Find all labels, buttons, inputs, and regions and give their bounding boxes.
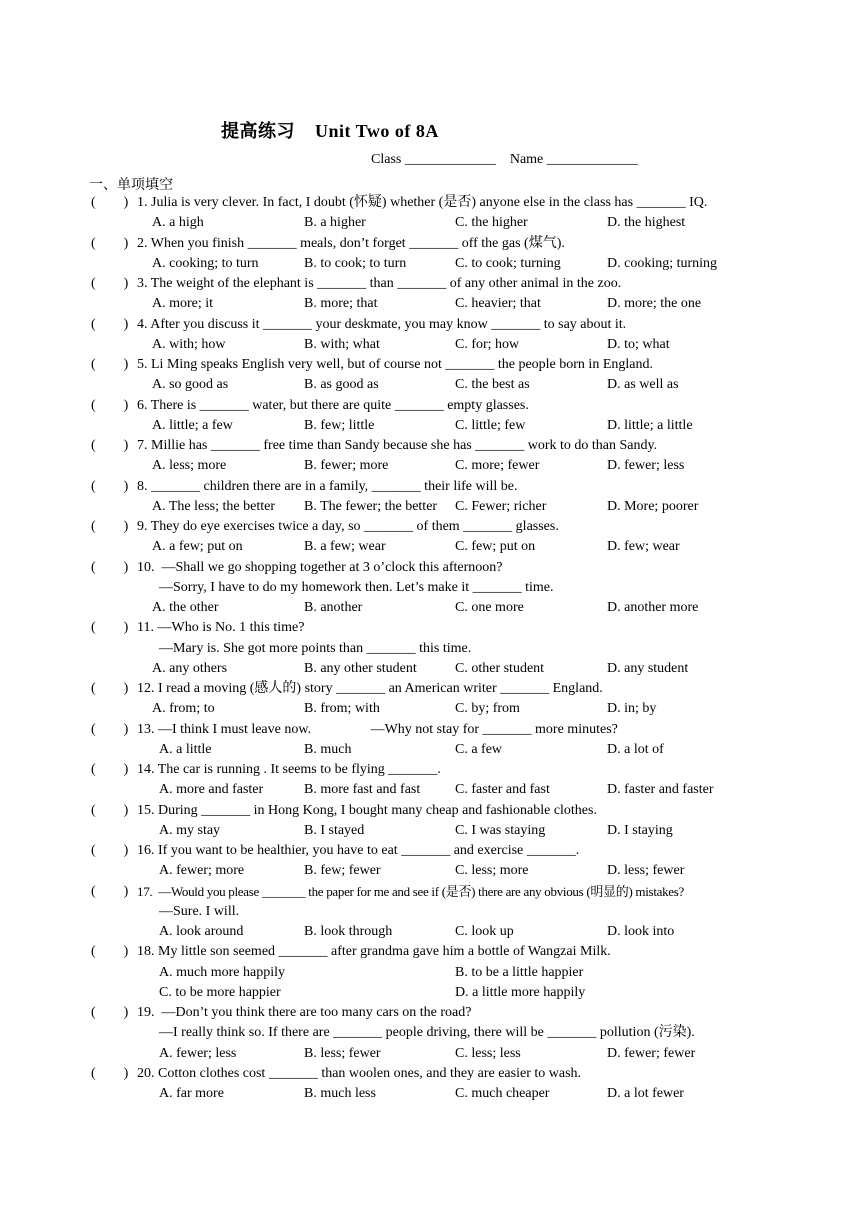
option: D. less; fewer [607,863,685,879]
question-stem: 9. They do eye exercises twice a day, so _______ of them _______ glasses. [137,519,559,534]
option: A. The less; the better [152,498,275,514]
answer-blank: ( ) [91,235,129,251]
option: B. few; little [304,417,375,433]
option: D. few; wear [607,539,680,555]
option: A. a few; put on [152,539,243,555]
option: C. less; less [455,1045,521,1061]
question-stem: 8. _______ children there are in a family, _______ their life will be. [137,478,518,494]
answer-blank: ( ) [91,1005,129,1020]
question-continuation: —Sorry, I have to do my homework then. Let’s make it _______ time. [159,579,554,595]
option: D. another more [607,600,699,615]
question-continuation: —Sure. I will. [159,903,240,919]
option: C. heavier; that [455,296,541,312]
option: C. much cheaper [455,1086,550,1101]
option: A. a high [152,215,204,231]
answer-blank: ( ) [91,195,129,210]
question-stem: 18. My little son seemed _______ after grandma gave him a bottle of Wangzai Milk. [137,944,611,960]
option: D. a lot of [607,741,664,757]
question-stem: 15. During _______ in Hong Kong, I bought many cheap and fashionable clothes. [137,802,597,818]
answer-blank: ( ) [91,316,129,332]
option: B. more fast and fast [304,782,421,798]
option: A. more and faster [159,782,264,798]
answer-blank: ( ) [91,681,129,696]
question-continuation: —Mary is. She got more points than _______ this time. [159,640,472,656]
option: B. with; what [304,336,380,352]
option: A. with; how [152,336,226,352]
option: D. a lot fewer [607,1086,684,1101]
option: C. other student [455,660,545,676]
option: B. I stayed [304,822,365,838]
answer-blank: ( ) [91,762,129,777]
page-title: 提高练习 Unit Two of 8A [221,121,439,141]
question-stem: 20. Cotton clothes cost _______ than woolen ones, and they are easier to wash. [137,1065,582,1081]
question-stem: 10. —Shall we go shopping together at 3 o’clock this afternoon? [137,559,503,575]
option: D. more; the one [607,296,702,312]
question-stem: 1. Julia is very clever. In fact, I doubt (怀疑) whether (是否) anyone else in the class has _______ IQ. [137,195,708,210]
option: A. little; a few [152,417,233,433]
option: B. to cook; to turn [304,255,407,271]
option: C. little; few [455,417,526,433]
question-stem: 11. —Who is No. 1 this time? [137,620,305,636]
option: A. more; it [152,296,214,312]
question-stem: 12. I read a moving (感人的) story _______ an American writer _______ England. [137,681,603,696]
question-stem: 3. The weight of the elephant is _______ than _______ of any other animal in the zoo. [137,276,622,291]
option: A. cooking; to turn [152,255,259,271]
option: B. much less [304,1086,376,1101]
option: A. the other [152,600,219,615]
option: A. fewer; less [159,1045,237,1061]
option: D. in; by [607,701,657,717]
answer-blank: ( ) [91,357,129,372]
option: C. more; fewer [455,458,540,474]
option: C. to cook; turning [455,255,561,271]
question-stem: 14. The car is running . It seems to be flying _______. [137,762,441,777]
option: B. as good as [304,377,379,393]
option: D. cooking; turning [607,255,718,271]
option: C. by; from [455,701,520,717]
section-heading: 一、单项填空 [89,178,173,193]
answer-blank: ( ) [91,883,129,899]
option: B. more; that [304,296,378,312]
question-stem: 17. —Would you please _______ the paper for me and see if (是否) there are any obvious (明显的) mistakes? [137,883,684,899]
option: A. much more happily [159,964,285,980]
question-stem: 5. Li Ming speaks English very well, but of course not _______ the people born in England. [137,357,653,372]
option: C. Fewer; richer [455,498,547,514]
option: B. a few; wear [304,539,386,555]
option: A. a little [159,741,212,757]
option: D. I staying [607,822,673,838]
option: C. less; more [455,863,529,879]
option: A. any others [152,660,228,676]
option: D. look into [607,924,675,939]
question-stem: 4. After you discuss it _______ your deskmate, you may know _______ to say about it. [137,316,627,332]
option: B. look through [304,924,393,939]
option: C. a few [455,741,503,757]
answer-blank: ( ) [91,397,129,413]
question-stem: 2. When you finish _______ meals, don’t forget _______ off the gas (煤气). [137,235,565,251]
answer-blank: ( ) [91,478,129,494]
option: B. any other student [304,660,417,676]
answer-blank: ( ) [91,276,129,291]
option: A. my stay [159,822,221,838]
option: B. The fewer; the better [304,498,438,514]
option: C. few; put on [455,539,536,555]
option: D. More; poorer [607,498,699,514]
question-stem: 16. If you want to be healthier, you have to eat _______ and exercise _______. [137,843,580,858]
class-name-line: Class _____________ Name _____________ [371,152,638,167]
option: B. a higher [304,215,366,231]
option: A. fewer; more [159,863,245,879]
question-stem: 19. —Don’t you think there are too many cars on the road? [137,1005,472,1020]
answer-blank: ( ) [91,438,129,453]
answer-blank: ( ) [91,559,129,575]
option: D. as well as [607,377,679,393]
answer-blank: ( ) [91,843,129,858]
option: A. from; to [152,701,215,717]
option: D. fewer; fewer [607,1045,696,1061]
question-continuation: —I really think so. If there are _______ people driving, there will be _______ pollution (污染). [159,1025,695,1041]
question-stem: 13. —I think I must leave now. —Why not stay for _______ more minutes? [137,721,618,737]
option: C. for; how [455,336,520,352]
question-stem: 7. Millie has _______ free time than Sandy because she has _______ work to do than Sandy. [137,438,658,453]
option: B. from; with [304,701,380,717]
answer-blank: ( ) [91,519,129,534]
question-stem: 6. There is _______ water, but there are quite _______ empty glasses. [137,397,529,413]
option: D. a little more happily [455,984,586,1000]
option: B. another [304,600,363,615]
answer-blank: ( ) [91,620,129,636]
option: C. the best as [455,377,530,393]
option: B. few; fewer [304,863,381,879]
option: C. the higher [455,215,528,231]
option: C. to be more happier [159,984,281,1000]
option: D. any student [607,660,689,676]
option: B. less; fewer [304,1045,381,1061]
answer-blank: ( ) [91,721,129,737]
option: D. the highest [607,215,686,231]
option: A. less; more [152,458,227,474]
option: C. faster and fast [455,782,550,798]
option: C. one more [455,600,524,615]
option: D. little; a little [607,417,693,433]
option: A. look around [159,924,244,939]
answer-blank: ( ) [91,1065,129,1081]
option: A. so good as [152,377,229,393]
option: B. much [304,741,352,757]
answer-blank: ( ) [91,944,129,960]
option: D. fewer; less [607,458,685,474]
option: B. to be a little happier [455,964,584,980]
answer-blank: ( ) [91,802,129,818]
option: B. fewer; more [304,458,389,474]
option: C. look up [455,924,514,939]
option: C. I was staying [455,822,546,838]
option: A. far more [159,1086,224,1101]
option: D. to; what [607,336,670,352]
option: D. faster and faster [607,782,714,798]
